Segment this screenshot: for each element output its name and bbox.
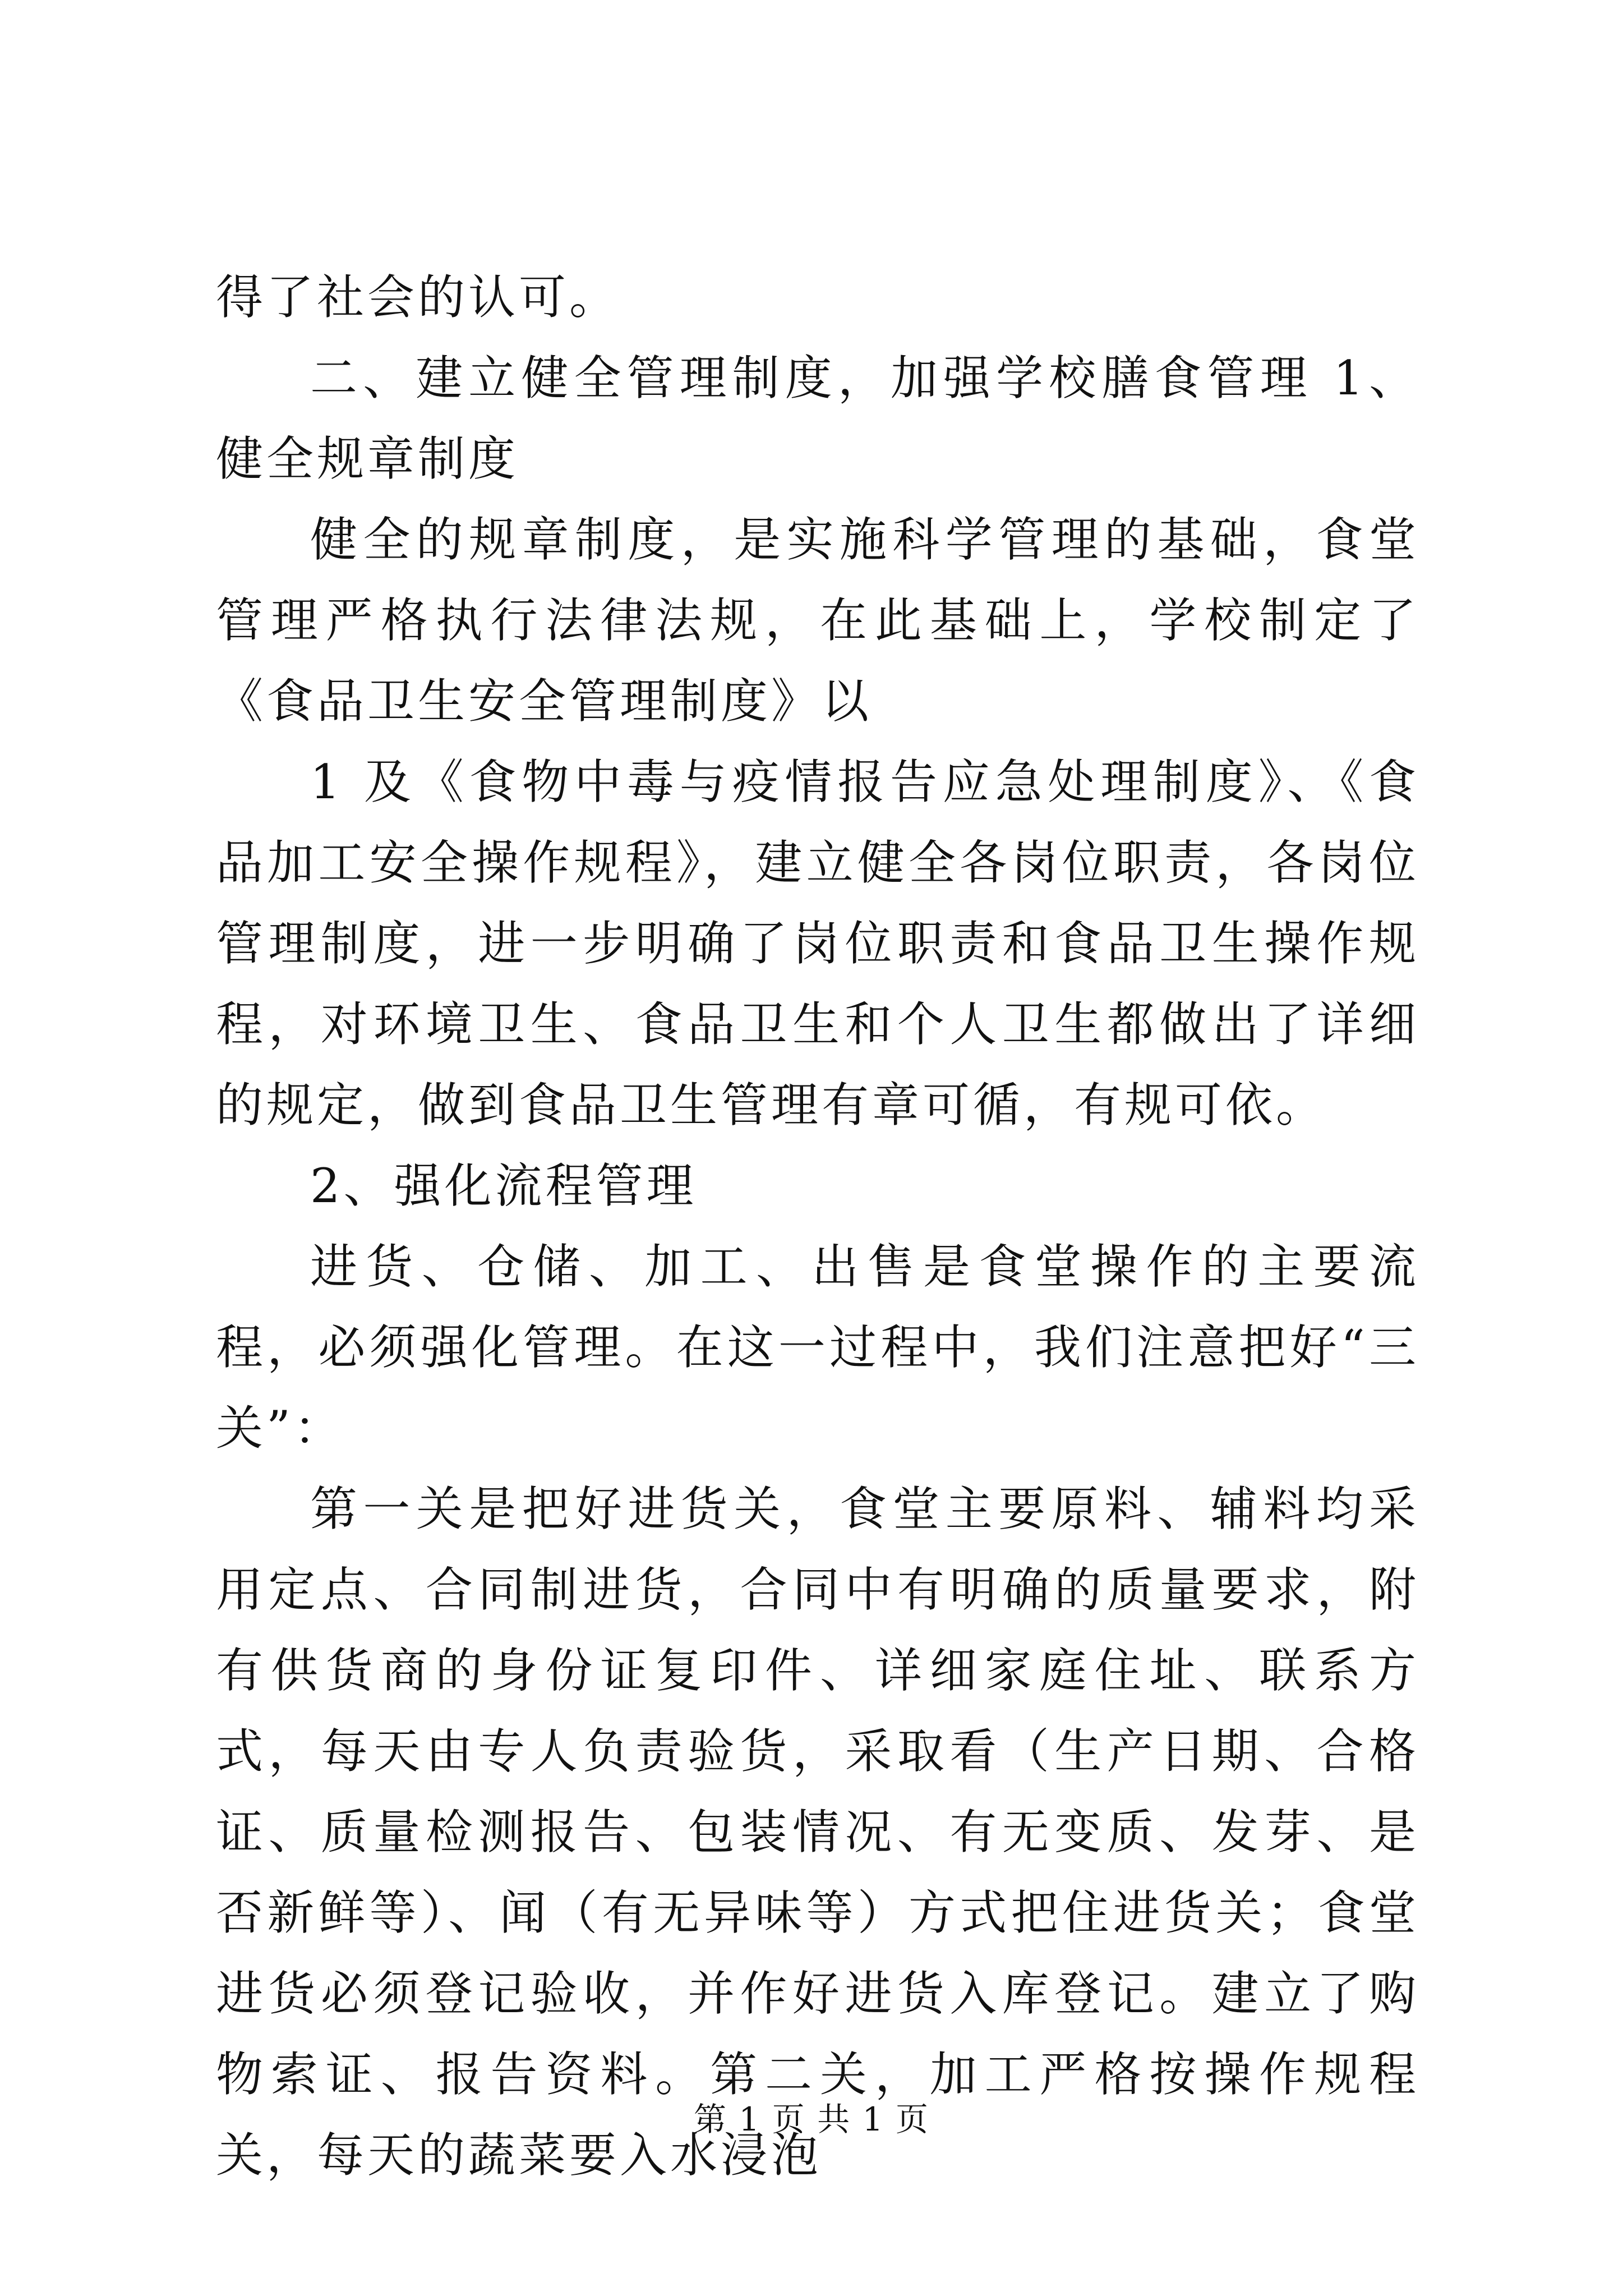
- page-footer: 第 1 页 共 1 页: [694, 2100, 929, 2138]
- paragraph-rules-intro: 健全的规章制度，是实施科学管理的基础，食堂管理严格执行法律法规，在此基础上，学校制定了《食品卫生安全管理制度》以: [216, 512, 1419, 729]
- document-body: [216, 257, 1419, 2196]
- paragraph-section-heading: 二、建立健全管理制度，加强学校膳食管理 1、健全规章制度: [216, 351, 1419, 486]
- paragraph-process-intro: 进货、仓储、加工、出售是食堂操作的主要流程，必须强化管理。在这一过程中，我们注意把好“三关”：: [216, 1239, 1419, 1456]
- paragraph-continuation: 得了社会的认可。: [216, 270, 620, 325]
- paragraph-subheading-process: 2、强化流程管理: [310, 1158, 697, 1213]
- paragraph-rules-detail: 1 及《食物中毒与疫情报告应急处理制度》、《食品加工安全操作规程》，建立健全各岗位职责，各岗位管理制度，进一步明确了岗位职责和食品卫生操作规程，对环境卫生、食品卫生和个人卫生都做出了详细的规定，做到食品卫生管理有章可循，有规可依。: [216, 754, 1419, 1133]
- paragraph-first-check: 第一关是把好进货关，食堂主要原料、辅料均采用定点、合同制进货，合同中有明确的质量要求，附有供货商的身份证复印件、详细家庭住址、联系方式，每天由专人负责验货，采取看（生产日期、合格证、质量检测报告、包装情况、有无变质、发芽、是否新鲜等）、闻（有无异味等）方式把住进货关；食堂进货必须登记验收，并作好进货入库登记。建立了购物索证、报告资料。第二关，加工严格按操作规程关，每天的蔬菜要入水浸泡: [216, 1481, 1419, 2183]
